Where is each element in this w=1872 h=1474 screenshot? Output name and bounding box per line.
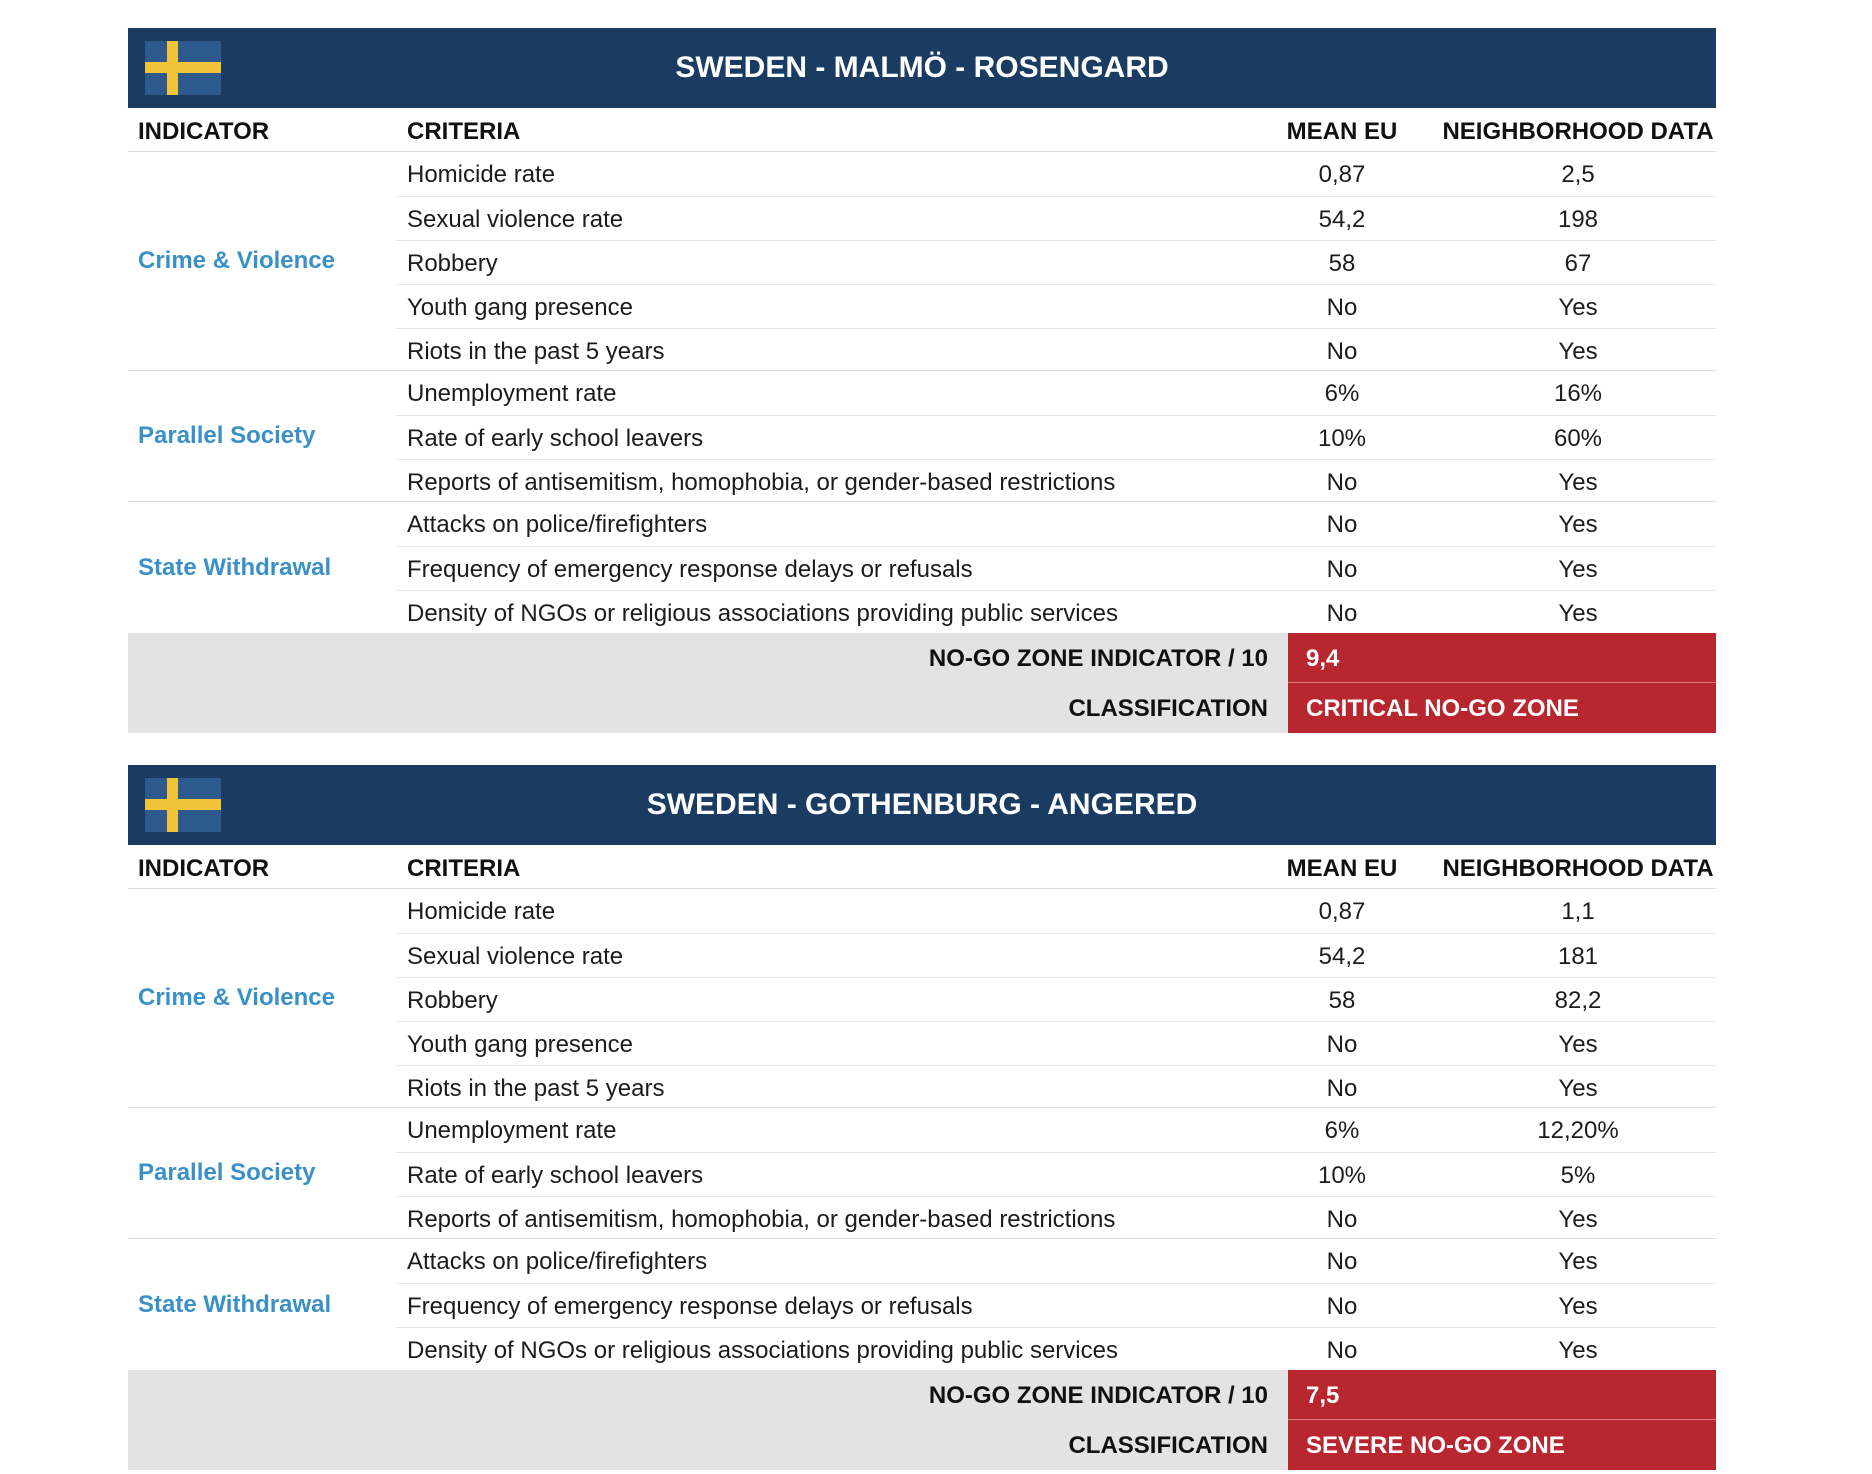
mean-eu-cell: No	[1326, 469, 1358, 496]
no-go-indicator-value: 7,5	[1288, 1370, 1716, 1420]
neighborhood-cell: Yes	[1558, 1337, 1598, 1364]
table-row	[396, 1196, 1716, 1240]
neighborhood-cell: Yes	[1558, 600, 1598, 627]
table-header	[128, 108, 1716, 152]
header-indicator: INDICATOR	[138, 855, 270, 882]
indicator-label: Parallel Society	[138, 422, 316, 449]
indicator-label: State Withdrawal	[138, 1290, 332, 1318]
mean-eu-cell: No	[1326, 1075, 1358, 1102]
indicator-label: Parallel Society	[138, 1159, 316, 1186]
neighborhood-cell: 67	[1564, 250, 1592, 277]
header-mean-eu: MEAN EU	[1286, 118, 1398, 145]
neighborhood-cell: 1,1	[1561, 898, 1595, 925]
group-state-withdrawal	[128, 1239, 1716, 1370]
table-row	[396, 1283, 1716, 1327]
neighborhood-cell: Yes	[1558, 1031, 1598, 1058]
header-neighborhood-data: NEIGHBORHOOD DATA	[1442, 855, 1714, 882]
neighborhood-cell: 5%	[1560, 1162, 1596, 1189]
criteria-cell: Riots in the past 5 years	[407, 338, 665, 365]
table-row	[396, 459, 1716, 503]
neighborhood-cell: 12,20%	[1537, 1117, 1619, 1144]
mean-eu-cell: No	[1326, 600, 1358, 627]
header-neighborhood-data: NEIGHBORHOOD DATA	[1442, 118, 1714, 145]
group-state-withdrawal	[128, 502, 1716, 633]
table-row	[396, 1021, 1716, 1065]
table-row	[396, 1108, 1716, 1152]
header-criteria: CRITERIA	[407, 118, 521, 145]
table-row	[396, 1065, 1716, 1109]
panel-title: SWEDEN - GOTHENBURG - ANGERED	[646, 788, 1198, 821]
mean-eu-cell: No	[1326, 1293, 1358, 1320]
neighborhood-cell: 82,2	[1554, 987, 1602, 1014]
table-row	[396, 502, 1716, 546]
group-parallel-society	[128, 1108, 1716, 1239]
criteria-cell: Homicide rate	[407, 161, 556, 188]
criteria-cell: Homicide rate	[407, 898, 556, 925]
criteria-cell: Density of NGOs or religious associations providing public services	[407, 1337, 1118, 1364]
indicator-label: Crime & Violence	[138, 247, 335, 274]
group-crime-violence	[128, 889, 1716, 1108]
table-row	[396, 328, 1716, 372]
criteria-cell: Frequency of emergency response delays or refusals	[407, 1293, 973, 1320]
mean-eu-cell: No	[1326, 294, 1358, 321]
criteria-cell: Reports of antisemitism, homophobia, or gender-based restrictions	[407, 469, 1116, 496]
criteria-cell: Robbery	[407, 987, 498, 1014]
mean-eu-cell: 54,2	[1318, 943, 1366, 970]
mean-eu-cell: 54,2	[1318, 206, 1366, 233]
table-row	[396, 196, 1716, 240]
criteria-cell: Attacks on police/firefighters	[407, 1248, 708, 1275]
criteria-cell: Rate of early school leavers	[407, 1162, 704, 1189]
mean-eu-cell: 58	[1328, 987, 1356, 1014]
no-go-indicator-label: NO-GO ZONE INDICATOR / 10	[928, 645, 1268, 672]
classification-value: SEVERE NO-GO ZONE	[1288, 1420, 1716, 1470]
criteria-cell: Rate of early school leavers	[407, 425, 704, 452]
neighborhood-cell: Yes	[1558, 1293, 1598, 1320]
mean-eu-cell: No	[1326, 1248, 1358, 1275]
criteria-cell: Attacks on police/firefighters	[407, 511, 708, 538]
criteria-cell: Riots in the past 5 years	[407, 1075, 665, 1102]
group-crime-violence	[128, 152, 1716, 371]
score-summary	[128, 633, 1716, 733]
panel-title: SWEDEN - MALMÖ - ROSENGARD	[675, 51, 1169, 84]
criteria-cell: Unemployment rate	[407, 380, 617, 407]
indicator-label: State Withdrawal	[138, 553, 332, 581]
criteria-cell: Unemployment rate	[407, 1117, 617, 1144]
score-summary	[128, 1370, 1716, 1470]
criteria-cell: Density of NGOs or religious associations providing public services	[407, 600, 1118, 627]
table-row	[396, 240, 1716, 284]
table-row	[396, 977, 1716, 1021]
mean-eu-cell: No	[1326, 1337, 1358, 1364]
table-row	[396, 1239, 1716, 1283]
neighborhood-cell: 2,5	[1561, 161, 1595, 188]
table-row	[396, 889, 1716, 933]
neighborhood-cell: Yes	[1558, 511, 1598, 538]
panel-banner	[128, 765, 1716, 845]
neighborhood-cell: Yes	[1558, 469, 1598, 496]
group-parallel-society	[128, 371, 1716, 502]
header-indicator: INDICATOR	[138, 118, 270, 145]
neighborhood-cell: Yes	[1558, 1248, 1598, 1275]
neighborhood-cell: 16%	[1553, 380, 1603, 407]
table-row	[396, 415, 1716, 459]
neighborhood-cell: Yes	[1558, 1206, 1598, 1233]
mean-eu-cell: No	[1326, 1031, 1358, 1058]
neighborhood-cell: Yes	[1558, 1075, 1598, 1102]
mean-eu-cell: No	[1326, 511, 1358, 538]
mean-eu-cell: 58	[1328, 250, 1356, 277]
mean-eu-cell: 10%	[1317, 425, 1367, 452]
no-go-indicator-label: NO-GO ZONE INDICATOR / 10	[928, 1382, 1268, 1409]
criteria-cell: Robbery	[407, 250, 498, 277]
criteria-cell: Youth gang presence	[407, 294, 633, 321]
table-header	[128, 845, 1716, 889]
neighborhood-cell: Yes	[1558, 338, 1598, 365]
classification-value: CRITICAL NO-GO ZONE	[1288, 683, 1716, 733]
mean-eu-cell: 10%	[1317, 1162, 1367, 1189]
criteria-cell: Reports of antisemitism, homophobia, or gender-based restrictions	[407, 1206, 1116, 1233]
table-row	[396, 933, 1716, 977]
mean-eu-cell: 0,87	[1318, 898, 1366, 925]
mean-eu-cell: 6%	[1324, 380, 1360, 407]
table-row	[396, 1152, 1716, 1196]
criteria-cell: Sexual violence rate	[407, 943, 624, 970]
mean-eu-cell: No	[1326, 1206, 1358, 1233]
neighborhood-cell: Yes	[1558, 294, 1598, 321]
panel-malmo-rosengard	[128, 28, 1716, 733]
criteria-cell: Sexual violence rate	[407, 206, 624, 233]
table-row	[396, 546, 1716, 590]
mean-eu-cell: No	[1326, 338, 1358, 365]
panel-gothenburg-angered	[128, 765, 1716, 1470]
neighborhood-cell: Yes	[1558, 556, 1598, 583]
header-mean-eu: MEAN EU	[1286, 855, 1398, 882]
panel-banner	[128, 28, 1716, 108]
neighborhood-cell: 181	[1557, 943, 1599, 970]
mean-eu-cell: 0,87	[1318, 161, 1366, 188]
no-go-indicator-value: 9,4	[1288, 633, 1716, 683]
neighborhood-cell: 198	[1557, 206, 1599, 233]
mean-eu-cell: No	[1326, 556, 1358, 583]
table-row	[396, 590, 1716, 634]
classification-label: CLASSIFICATION	[1068, 1432, 1268, 1459]
table-row	[396, 371, 1716, 415]
neighborhood-cell: 60%	[1553, 425, 1603, 452]
classification-label: CLASSIFICATION	[1068, 695, 1268, 722]
table-row	[396, 284, 1716, 328]
criteria-cell: Frequency of emergency response delays or refusals	[407, 556, 973, 583]
mean-eu-cell: 6%	[1324, 1117, 1360, 1144]
table-row	[396, 1327, 1716, 1371]
criteria-cell: Youth gang presence	[407, 1031, 633, 1058]
table-row	[396, 152, 1716, 196]
header-criteria: CRITERIA	[407, 855, 521, 882]
indicator-label: Crime & Violence	[138, 984, 335, 1011]
